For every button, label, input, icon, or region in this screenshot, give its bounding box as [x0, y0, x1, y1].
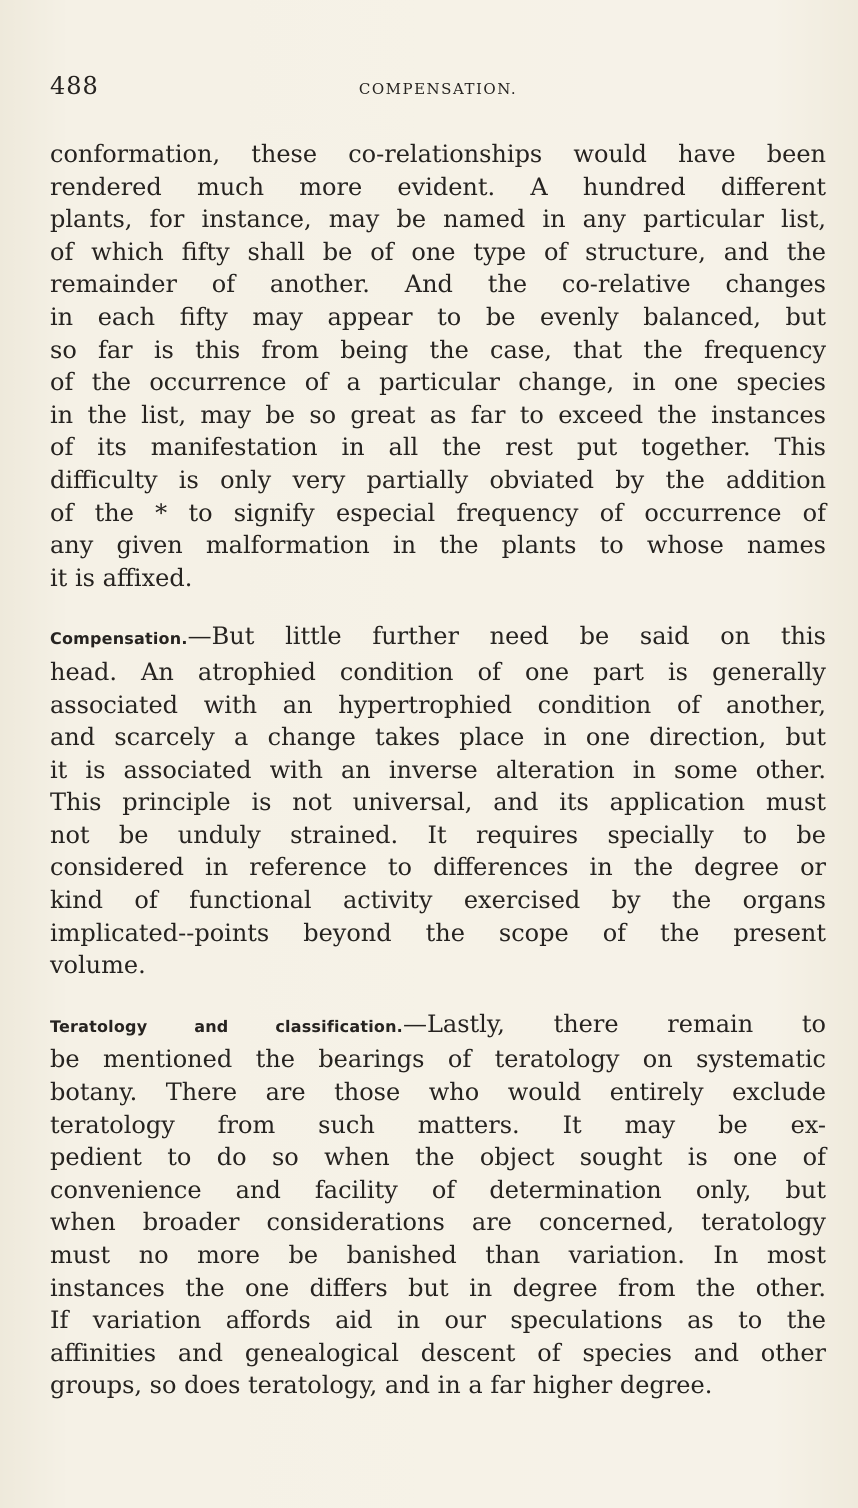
paragraph-teratology-classification — [50, 1008, 826, 1402]
text-line-continuation: —But little further need be said on this — [187, 622, 826, 651]
text-line: This principle is not universal, and its application must — [50, 788, 826, 817]
text-line: considered in reference to differences in the degree or — [50, 853, 826, 882]
section-heading-compensation: Compensation. — [50, 629, 188, 649]
text-line: must no more be banished than variation. In most — [50, 1241, 826, 1269]
text-line: it is associated with an inverse alteration in some other. — [50, 755, 826, 784]
text-line: in the list, may be so great as far to exceed the instances — [50, 400, 826, 429]
page-header — [50, 66, 826, 110]
text-line: remainder of another. And the co-relative changes — [50, 270, 826, 299]
paragraph-conformation — [50, 138, 826, 594]
text-line: be mentioned the bearings of teratology on systematic — [50, 1045, 826, 1074]
text-line: kind of functional activity exercised by the organs — [50, 886, 826, 915]
text-line: of the occurrence of a particular change, in one species — [50, 368, 826, 397]
text-line: affinities and genealogical descent of species and other — [50, 1338, 826, 1367]
text-line: associated with an hypertrophied condition of another, — [50, 690, 826, 719]
text-line: convenience and facility of determination only, but — [50, 1175, 826, 1204]
text-line: rendered much more evident. A hundred different — [50, 172, 826, 201]
text-line: of its manifestation in all the rest put together. This — [50, 433, 826, 462]
text-line — [50, 620, 826, 656]
text-line: it is affixed. — [50, 563, 193, 592]
text-line: pedient to do so when the object sought is one of — [50, 1143, 826, 1172]
text-line: any given malformation in the plants to whose names — [50, 531, 826, 560]
text-line: conformation, these co-relationships would have been — [50, 140, 826, 168]
text-line: implicated--points beyond the scope of the present — [50, 918, 826, 947]
text-line: when broader considerations are concerned, teratology — [50, 1208, 826, 1237]
page-number: 488 — [50, 72, 99, 100]
text-line: so far is this from being the case, that the frequency — [50, 335, 826, 364]
text-line: teratology from such matters. It may be ex- — [50, 1110, 826, 1139]
running-head: COMPENSATION. — [358, 80, 518, 98]
text-line: If variation affords aid in our speculations as to the — [50, 1306, 826, 1335]
text-line — [50, 1008, 826, 1044]
paragraph-compensation — [50, 620, 826, 982]
text-line: head. An atrophied condition of one part is generally — [50, 657, 826, 686]
text-line: of the * to signify especial frequency of occurrence of — [50, 498, 826, 527]
text-line: and scarcely a change takes place in one direction, but — [50, 723, 826, 752]
text-line: botany. There are those who would entirely exclude — [50, 1078, 826, 1107]
text-line: of which fifty shall be of one type of structure, and the — [50, 237, 826, 266]
text-line: instances the one differs but in degree from the other. — [50, 1273, 826, 1302]
text-line: in each fifty may appear to be evenly balanced, but — [50, 302, 826, 331]
text-line: groups, so does teratology, and in a far higher degree. — [50, 1371, 713, 1400]
text-line: not be unduly strained. It requires specially to be — [50, 820, 826, 849]
text-line: volume. — [50, 951, 146, 980]
text-line: plants, for instance, may be named in any particular list, — [50, 205, 826, 234]
text-line-continuation: —Lastly, there remain to — [402, 1009, 826, 1038]
section-heading-teratology: Teratology and classification. — [50, 1016, 403, 1036]
text-line: difficulty is only very partially obviated by the addition — [50, 465, 826, 494]
